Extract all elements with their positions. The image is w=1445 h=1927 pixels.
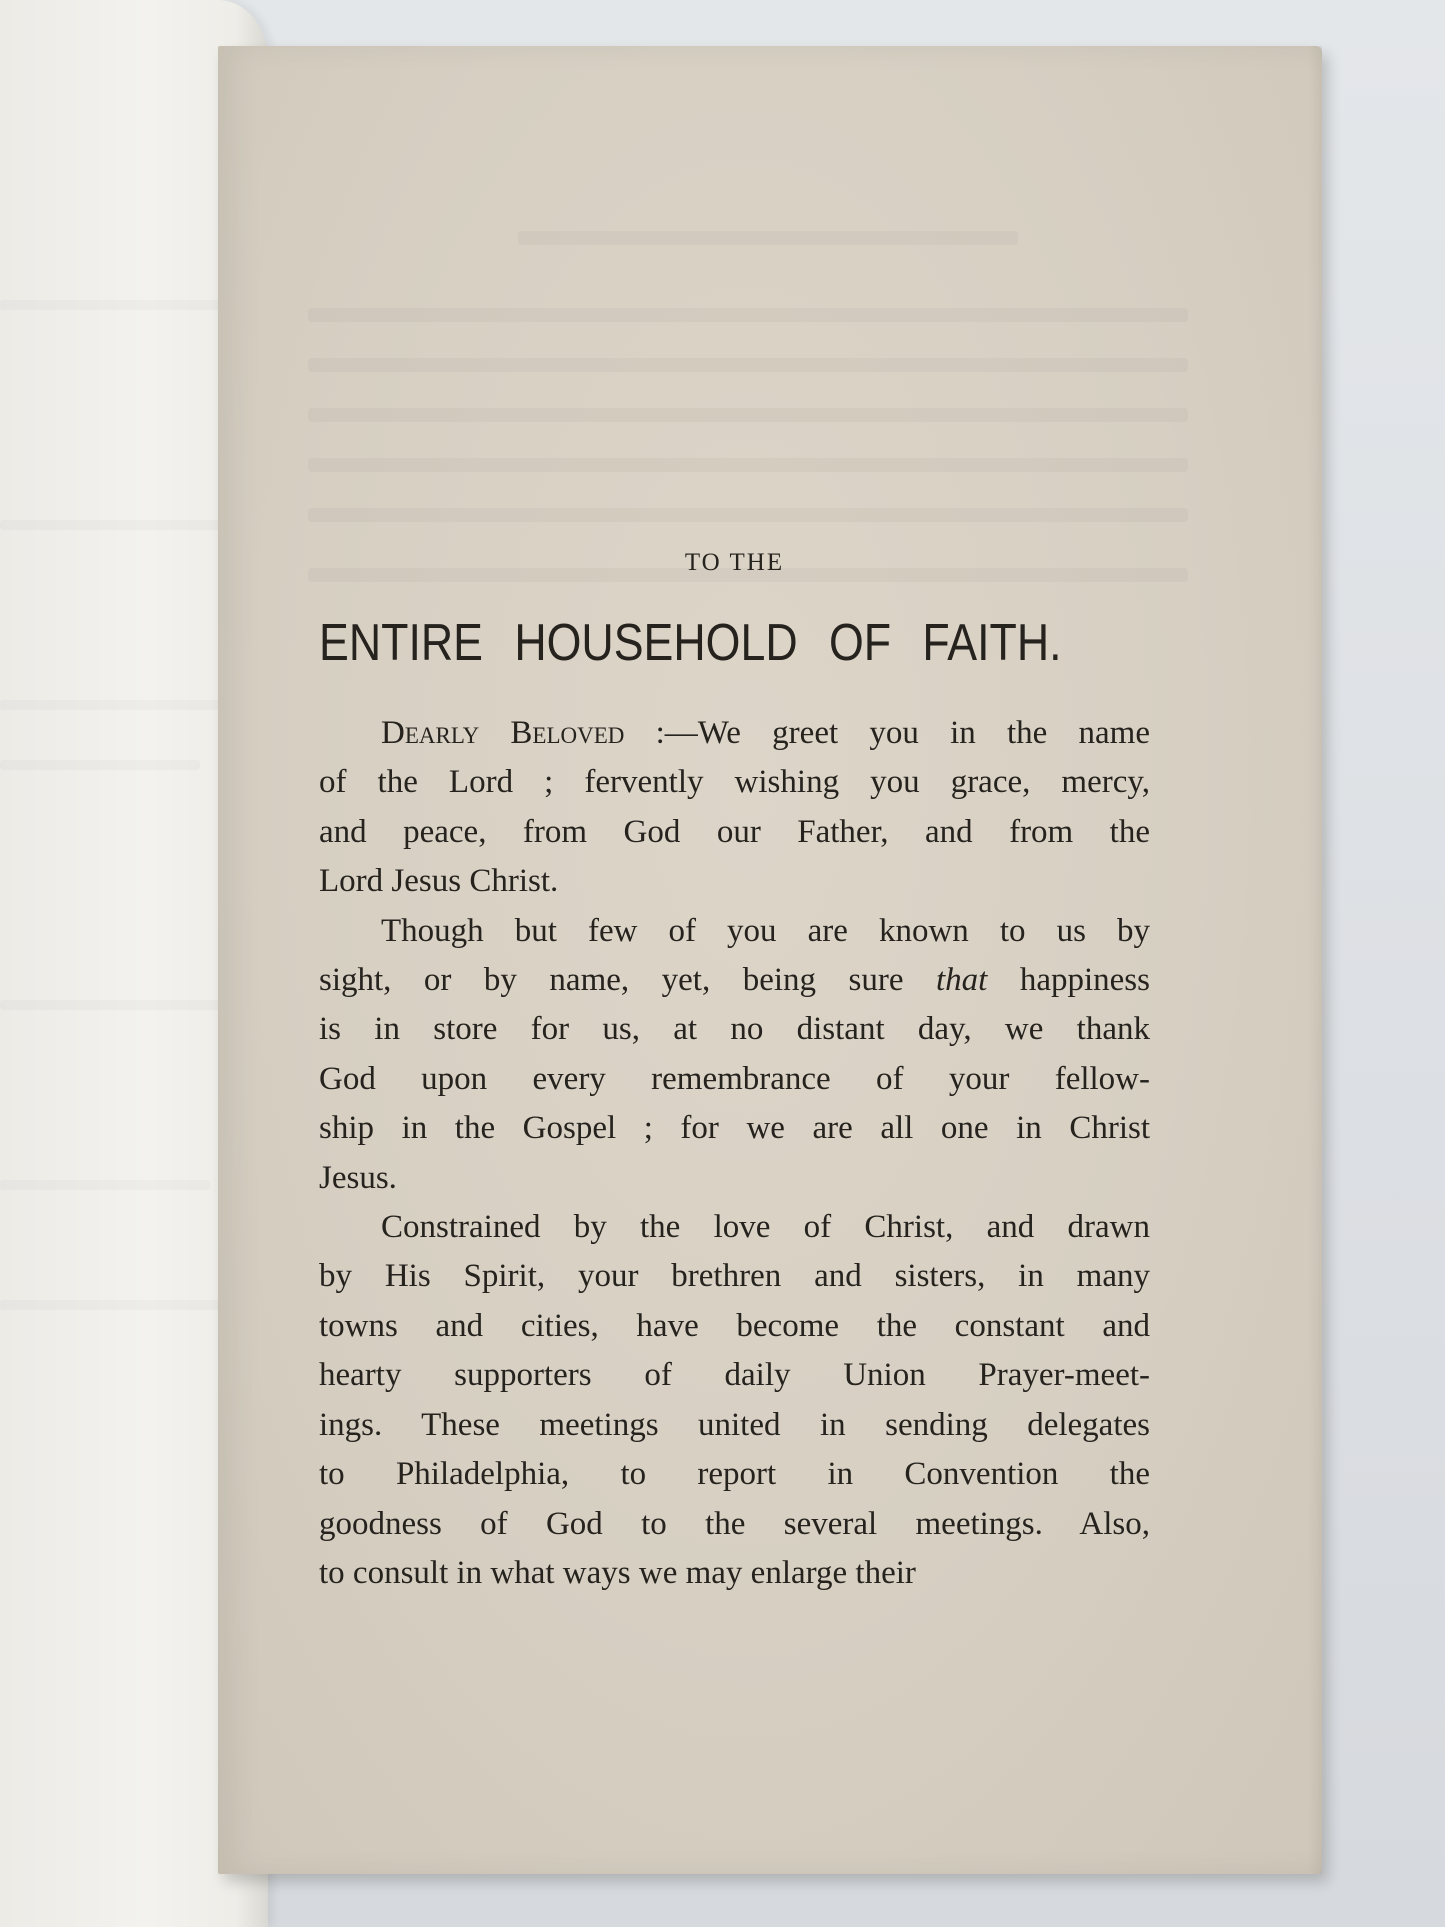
show-through-line	[518, 231, 1018, 245]
text-line	[319, 808, 1150, 857]
line-text: hearty supporters of daily Union Prayer-meet-	[319, 1357, 1150, 1394]
text-line	[319, 956, 1150, 1005]
line-text: goodness of God to the several meetings. Also,	[319, 1505, 1150, 1542]
paragraph	[319, 709, 1150, 907]
show-through-line	[0, 700, 230, 710]
page-title: ENTIRE HOUSEHOLD OF FAITH.	[319, 614, 1062, 672]
salutation: Dearly Beloved	[381, 715, 625, 751]
text-line	[319, 907, 1150, 956]
text-line	[319, 1302, 1150, 1351]
show-through-line	[308, 508, 1188, 522]
text-line	[319, 857, 1150, 906]
text-line	[319, 1005, 1150, 1054]
line-text: Lord Jesus Christ.	[319, 863, 559, 900]
line-text: of the Lord ; fervently wishing you grace, mercy,	[319, 764, 1150, 801]
show-through-line	[0, 1000, 240, 1010]
line-text: ings. These meetings united in sending delegates	[319, 1406, 1150, 1443]
line-text: God upon every remembrance of your fellow-	[319, 1060, 1150, 1097]
pre-title: TO THE	[684, 549, 785, 576]
text-line	[319, 1104, 1150, 1153]
line-text: :—We greet you in the name	[624, 715, 1150, 751]
show-through-line	[0, 1300, 230, 1310]
line-text: Constrained by the love of Christ, and drawn	[381, 1209, 1150, 1246]
text-line	[319, 1549, 1150, 1598]
text-line	[319, 758, 1150, 807]
line-text: to consult in what ways we may enlarge their	[319, 1554, 916, 1591]
paragraph	[319, 907, 1150, 1203]
line-text: towns and cities, have become the constant and	[319, 1307, 1150, 1344]
show-through-line	[308, 408, 1188, 422]
text-line	[319, 1500, 1150, 1549]
line-text: sight, or by name, yet, being sure	[319, 962, 904, 999]
text-line	[319, 709, 1150, 758]
show-through-line	[0, 1180, 210, 1190]
text-line	[319, 1252, 1150, 1301]
show-through-line	[0, 760, 200, 770]
page-edge	[1308, 46, 1322, 1874]
body-text	[319, 709, 1150, 1598]
show-through-line	[0, 300, 250, 310]
line-text: by His Spirit, your brethren and sisters, in many	[319, 1258, 1150, 1295]
text-line	[319, 1154, 1150, 1203]
show-through-line	[308, 458, 1188, 472]
line-text: is in store for us, at no distant day, we thank	[319, 1011, 1150, 1048]
line-text: ship in the Gospel ; for we are all one in Christ	[319, 1110, 1150, 1147]
text-line	[319, 1401, 1150, 1450]
line-text: and peace, from God our Father, and from the	[319, 813, 1150, 850]
show-through-line	[308, 308, 1188, 322]
line-text: to Philadelphia, to report in Convention the	[319, 1456, 1150, 1493]
text-line	[319, 1055, 1150, 1104]
line-text: Jesus.	[319, 1159, 397, 1196]
text-line	[319, 1351, 1150, 1400]
line-text: Though but few of you are known to us by	[381, 912, 1150, 949]
book-page	[218, 46, 1322, 1874]
show-through-line	[0, 520, 220, 530]
text-line	[319, 1450, 1150, 1499]
paragraphs	[319, 709, 1150, 1598]
text-block	[319, 538, 1150, 1598]
show-through-line	[308, 358, 1188, 372]
paragraph	[319, 1203, 1150, 1598]
text-line	[319, 1203, 1150, 1252]
emphasis: that	[936, 962, 988, 999]
line-text: happiness	[987, 962, 1150, 999]
